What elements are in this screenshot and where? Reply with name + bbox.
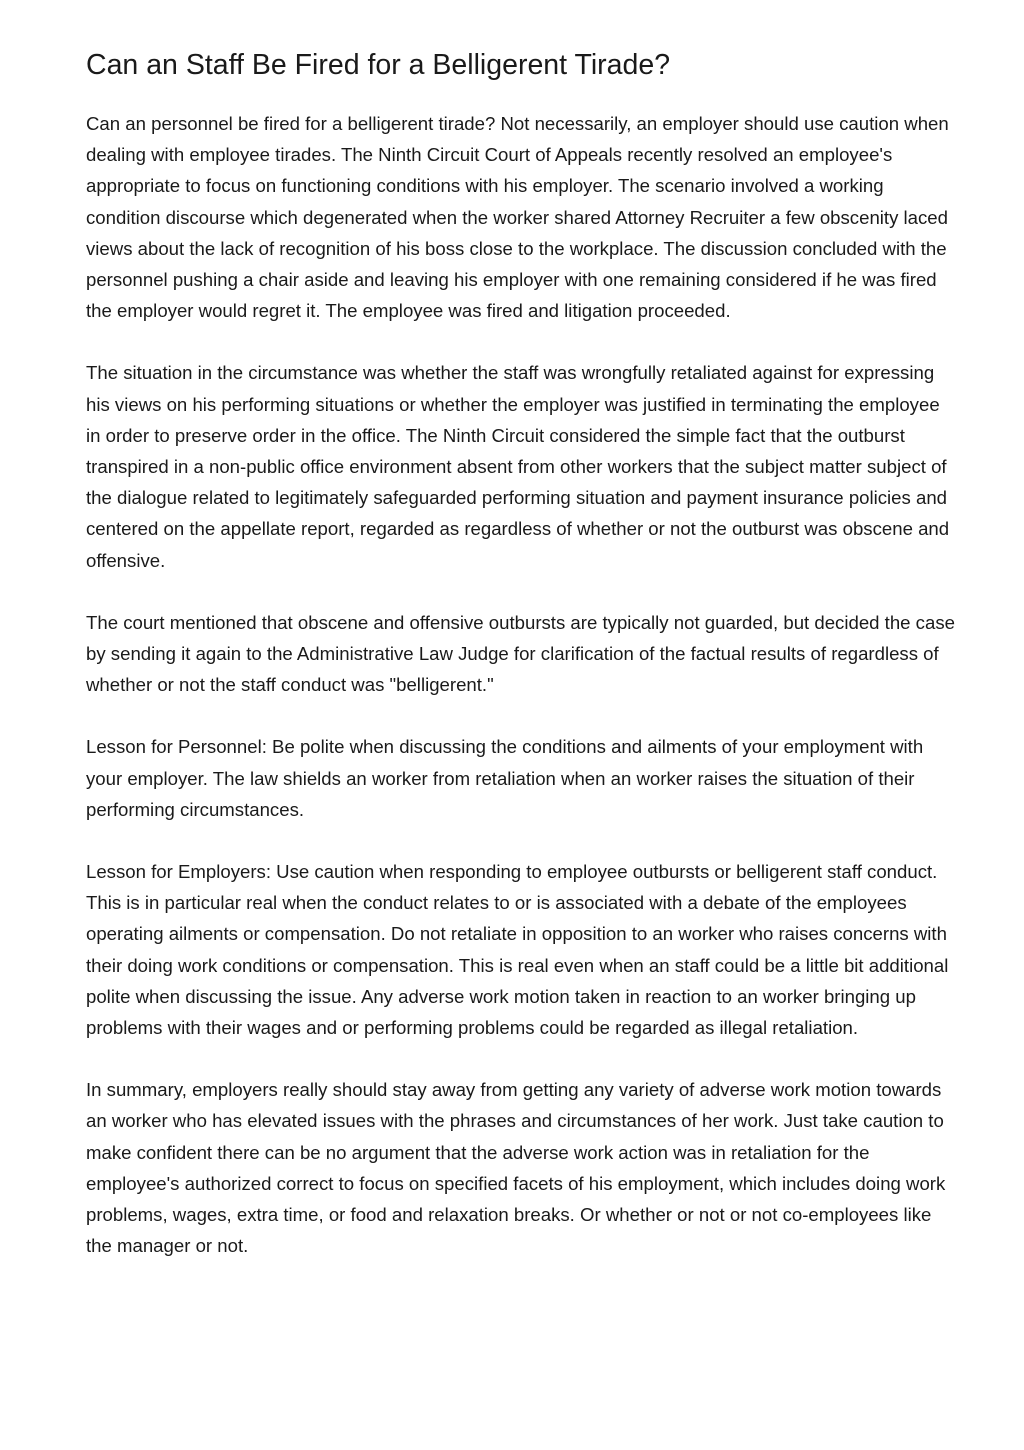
paragraph-situation: The situation in the circumstance was whether the staff was wrongfully retaliated against for expressing his views on his performing situations or whether the employer was justified in terminating the employee in order to preserve order in the office. The Ninth Circuit considered the simple fact that the outburst transpired in a non-public office environment absent from other workers that the subject matter subject of the dialogue related to legitimately safeguarded performing situation and payment insurance policies and centered on the appellate report, regarded as regardless of whether or not the outburst was obscene and offensive. [86,362,950,571]
paragraph-intro: Can an personnel be fired for a belligerent tirade? Not necessarily, an employer should use caution when dealing with employee tirades. The Ninth Circuit Court of Appeals recently resolved an employee's appropriate to focus on functioning conditions with his employer. The scenario involved a working condition discourse which degenerated when the worker shared Attorney Recruiter a few obscenity laced views about the lack of recognition of his boss close to the workplace. The discussion concluded with the personnel pushing a chair aside and leaving his employer with one remaining considered if he was fired the employer would regret it. The employee was fired and litigation proceeded. [86,113,949,322]
paragraph-lesson-employers: Lesson for Employers: Use caution when responding to employee outbursts or belligerent staff conduct. This is in particular real when the conduct relates to or is associated with a debate of the employees operating ailments or compensation. Do not retaliate in opposition to an worker who raises concerns with their doing work conditions or compensation. This is real even when an staff could be a little bit additional polite when discussing the issue. Any adverse work motion taken in reaction to an worker bringing up problems with their wages and or performing problems could be regarded as illegal retaliation. [86,861,949,1039]
document-title: Can an Staff Be Fired for a Belligerent Tirade? [86,49,671,81]
document-page [86,38,956,1293]
paragraph-court: The court mentioned that obscene and offensive outbursts are typically not guarded, but decided the case by sending it again to the Administrative Law Judge for clarification of the factual results of regardless of whether or not the staff conduct was "belligerent." [86,611,955,696]
paragraph-lesson-personnel: Lesson for Personnel: Be polite when discussing the conditions and ailments of your employment with your employer. The law shields an worker from retaliation when an worker raises the situation of their performing circumstances. [86,736,924,820]
paragraph-summary: In summary, employers really should stay away from getting any variety of adverse work motion towards an worker who has elevated issues with the phrases and circumstances of her work. Just take caution to make confident there can be no argument that the adverse work action was in retaliation for the employee's authorized correct to focus on specified facets of his employment, which includes doing work problems, wages, extra time, or food and relaxation breaks. Or whether or not or not co-employees like the manager or not. [86,1079,946,1257]
